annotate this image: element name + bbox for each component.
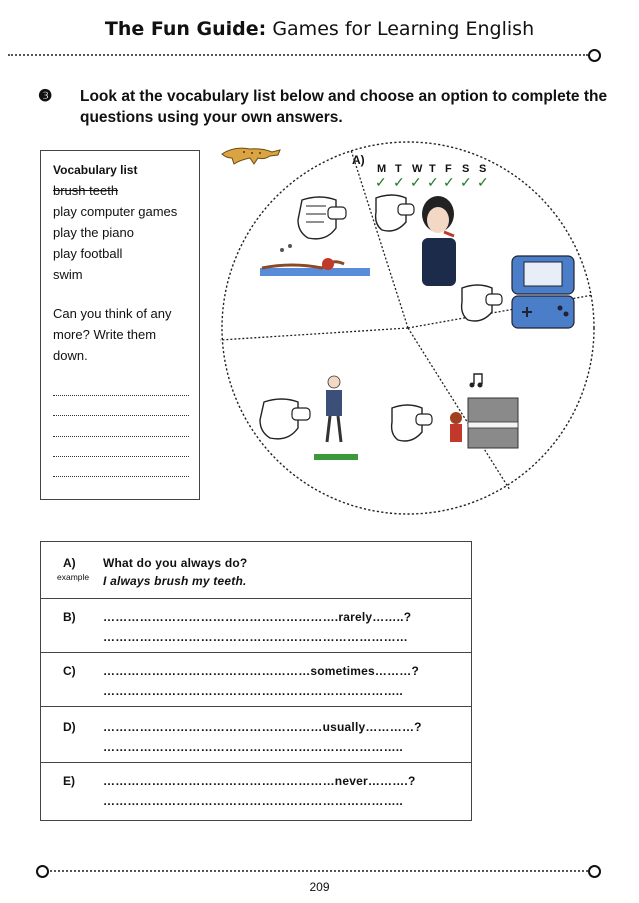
answer-line-b[interactable]: ………………………………………………………………… — [103, 630, 408, 644]
answer-divider — [41, 706, 471, 707]
bottom-left-ring-icon — [36, 865, 49, 878]
pointing-hand-icon — [462, 285, 502, 321]
page-number: 209 — [309, 880, 330, 894]
example-answer: I always brush my teeth. — [103, 574, 247, 588]
question-line-c[interactable]: ……………………………………………sometimes………? — [103, 664, 420, 678]
vocabulary-box — [40, 150, 200, 500]
bottom-right-ring-icon — [588, 865, 601, 878]
wheel-divider — [351, 150, 408, 328]
vocab-item-football: play football — [53, 246, 123, 261]
footballer-icon — [314, 376, 358, 460]
check-icon: ✓ — [410, 174, 422, 190]
write-line[interactable] — [53, 415, 189, 416]
pointing-hand-icon — [376, 195, 414, 231]
swimmer-icon — [260, 244, 370, 276]
answers-box — [40, 541, 472, 821]
question-line-b[interactable]: ………………………………………………….rarely……..? — [103, 610, 412, 624]
title-rest: Games for Learning English — [266, 18, 535, 40]
day-letter: S — [462, 163, 470, 175]
vocab-item-piano: play the piano — [53, 225, 134, 240]
answer-line-d[interactable]: ……………………………………………………………….. — [103, 740, 403, 754]
girl-brushing-teeth-icon — [422, 196, 456, 286]
check-icon: ✓ — [443, 174, 455, 190]
top-dotted-divider — [8, 54, 588, 56]
day-letter: T — [395, 163, 402, 175]
page-title — [0, 18, 639, 40]
day-letter: T — [429, 163, 436, 175]
wheel-label: A) — [352, 153, 365, 167]
write-line[interactable] — [53, 476, 189, 477]
question-line-e[interactable]: …………………………………………………never……….? — [103, 774, 416, 788]
instruction-number: ❸ — [38, 88, 53, 105]
example-question: What do you always do? — [103, 556, 248, 570]
vocab-prompt-line-3: down. — [53, 348, 88, 363]
day-letter: S — [479, 163, 487, 175]
piano-player-icon — [450, 398, 518, 448]
check-icon: ✓ — [460, 174, 472, 190]
day-letter: W — [412, 163, 423, 175]
answer-line-c[interactable]: ……………………………………………………………….. — [103, 684, 403, 698]
vocab-item-brush-teeth: brush teeth — [53, 183, 119, 198]
vocabulary-heading: Vocabulary list — [53, 163, 138, 177]
title-bold: The Fun Guide: — [104, 18, 267, 40]
check-icon: ✓ — [393, 174, 405, 190]
day-letter: F — [445, 163, 452, 175]
answer-line-e[interactable]: ……………………………………………………………….. — [103, 794, 403, 808]
write-line[interactable] — [53, 436, 189, 437]
answer-divider — [41, 762, 471, 763]
day-letter: M — [377, 163, 387, 175]
wheel-divider — [220, 328, 408, 340]
vocab-item-computer-games: play computer games — [53, 204, 178, 219]
check-icon: ✓ — [477, 174, 489, 190]
answer-label: C) — [63, 664, 76, 678]
instruction-text: Look at the vocabulary list below and choose an option to complete the questions using your own answers. — [80, 88, 608, 126]
answer-label: D) — [63, 720, 76, 734]
pointing-hand-icon — [298, 197, 346, 239]
music-notes-icon — [470, 374, 483, 388]
top-ring-icon — [588, 49, 601, 62]
vocab-prompt-line-1: Can you think of any — [53, 306, 172, 321]
handheld-console-icon — [512, 256, 574, 328]
vocab-item-swim: swim — [53, 267, 83, 282]
answer-divider — [41, 652, 471, 653]
bottom-dotted-divider — [50, 870, 588, 872]
write-line[interactable] — [53, 456, 189, 457]
check-icon: ✓ — [427, 174, 439, 190]
pointing-hand-icon — [392, 405, 432, 441]
check-icon: ✓ — [375, 174, 387, 190]
example-label: example — [57, 572, 90, 582]
answer-label: A) — [63, 556, 76, 570]
answer-divider — [41, 598, 471, 599]
answer-label: B) — [63, 610, 76, 624]
pointing-hand-icon — [260, 399, 310, 439]
activity-wheel — [210, 140, 610, 520]
vocab-prompt-line-2: more? Write them — [53, 327, 157, 342]
answer-label: E) — [63, 774, 75, 788]
question-line-d[interactable]: ………………………………………………usually…………? — [103, 720, 422, 734]
write-line[interactable] — [53, 395, 189, 396]
